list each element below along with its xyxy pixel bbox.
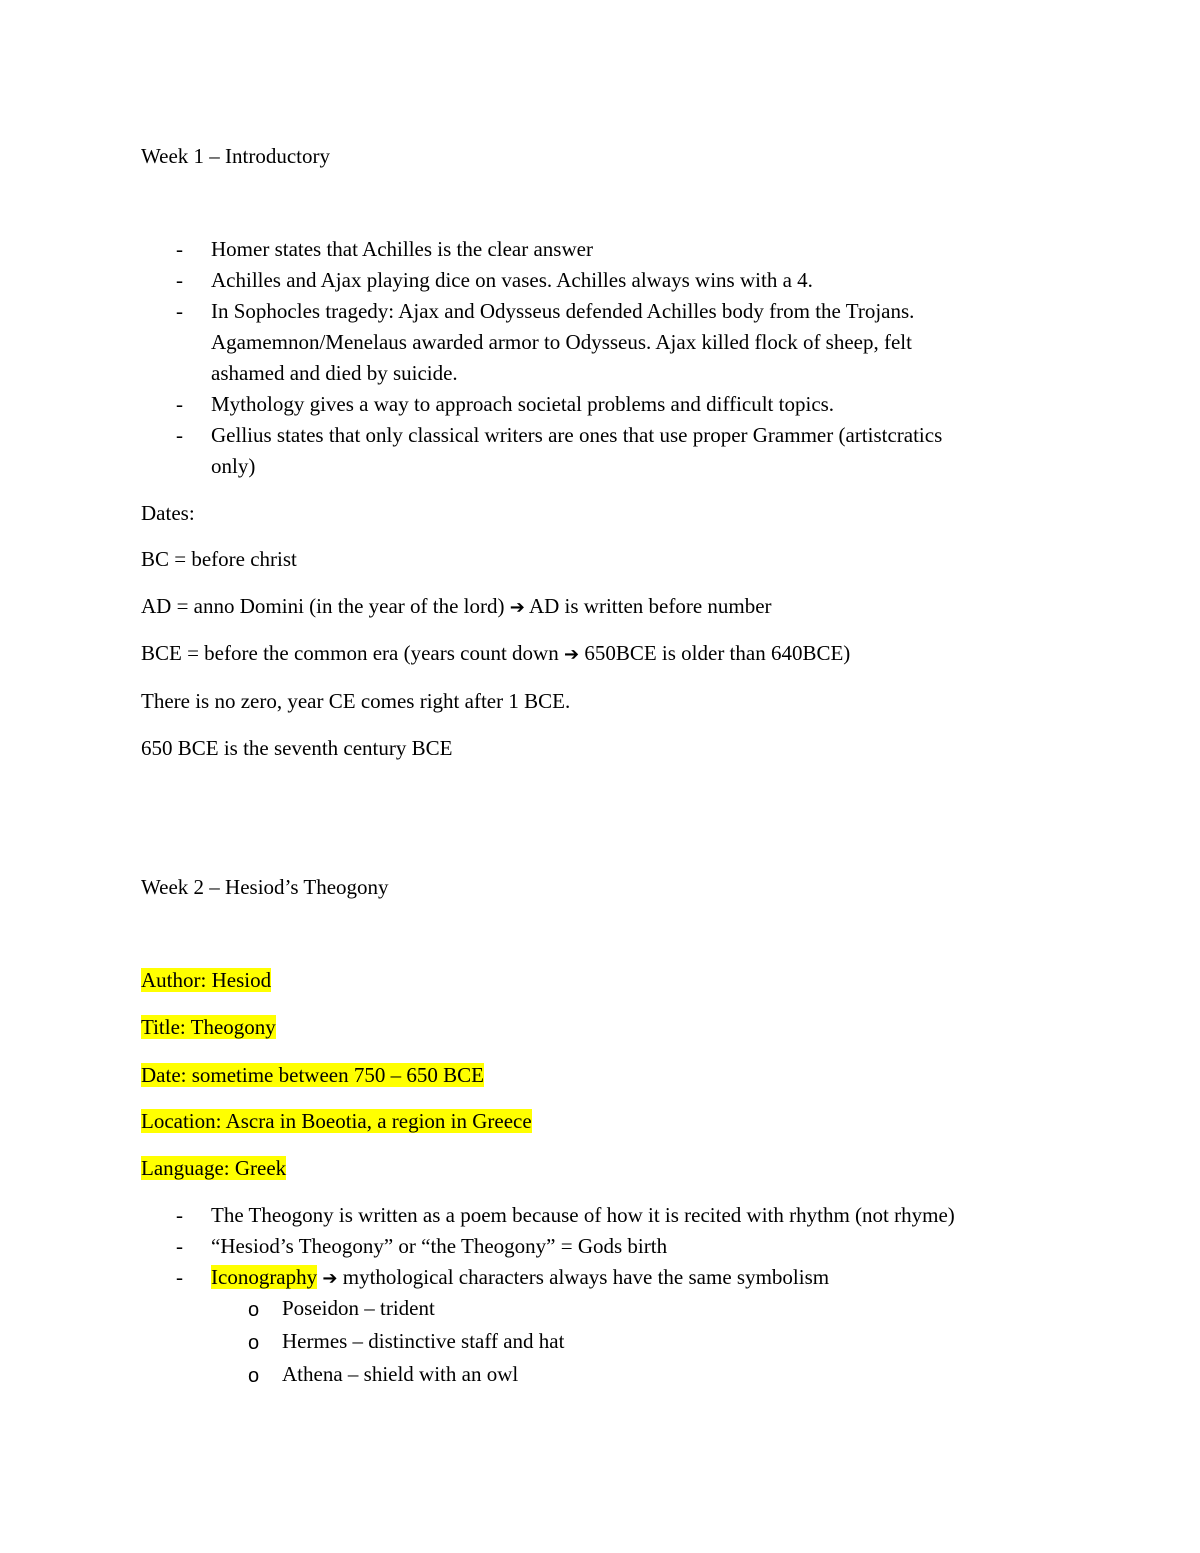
week2-heading: Week 2 – Hesiod’s Theogony xyxy=(141,875,389,899)
sub-item-athena: Athena – shield with an owl xyxy=(282,1362,519,1386)
bullet-marker: - xyxy=(176,1203,183,1227)
date-highlight: Date: sometime between 750 – 650 BCE xyxy=(141,1063,484,1087)
week2-bullet-3 xyxy=(211,1267,829,1288)
right-arrow-icon: ➔ xyxy=(509,597,525,618)
week1-bullet-1: Homer states that Achilles is the clear answer xyxy=(211,237,593,261)
bullet-marker: - xyxy=(176,392,183,416)
week1-bullet-5-cont: only) xyxy=(211,454,256,478)
ad-definition-note: AD is written before number xyxy=(528,594,772,618)
bce-definition-note: 650BCE is older than 640BCE) xyxy=(584,641,851,665)
title-line xyxy=(141,1017,276,1038)
sub-bullet-marker: o xyxy=(248,1332,260,1354)
location-line xyxy=(141,1111,532,1132)
iconography-highlight: Iconography xyxy=(211,1265,318,1289)
sub-item-poseidon: Poseidon – trident xyxy=(282,1296,435,1320)
week1-bullet-5: Gellius states that only classical writers are ones that use proper Grammer (artistcratics xyxy=(211,423,943,447)
bullet-marker: - xyxy=(176,1265,183,1289)
bullet-marker: - xyxy=(176,268,183,292)
ad-definition xyxy=(141,596,772,617)
bullet-marker: - xyxy=(176,423,183,447)
week1-bullet-2: Achilles and Ajax playing dice on vases. Achilles always wins with a 4. xyxy=(211,268,813,292)
week1-bullet-3-cont2: ashamed and died by suicide. xyxy=(211,361,458,385)
week1-bullet-4: Mythology gives a way to approach societal problems and difficult topics. xyxy=(211,392,835,416)
week1-bullet-3-cont: Agamemnon/Menelaus awarded armor to Odysseus. Ajax killed flock of sheep, felt xyxy=(211,330,912,354)
right-arrow-icon: ➔ xyxy=(563,644,580,665)
week1-heading: Week 1 – Introductory xyxy=(141,144,330,168)
iconography-text: mythological characters always have the same symbolism xyxy=(342,1265,830,1289)
week2-bullet-2: “Hesiod’s Theogony” or “the Theogony” = Gods birth xyxy=(211,1234,668,1258)
author-line xyxy=(141,970,271,991)
no-zero-note: There is no zero, year CE comes right after 1 BCE. xyxy=(141,689,571,713)
bullet-marker: - xyxy=(176,237,183,261)
language-line xyxy=(141,1158,286,1179)
right-arrow-icon: ➔ xyxy=(322,1268,338,1289)
date-line xyxy=(141,1065,484,1086)
week2-bullet-1: The Theogony is written as a poem because of how it is recited with rhythm (not rhyme) xyxy=(211,1203,955,1227)
sub-item-hermes: Hermes – distinctive staff and hat xyxy=(282,1329,565,1353)
bce-definition xyxy=(141,643,850,664)
bce-definition-text: BCE = before the common era (years count down xyxy=(141,641,559,665)
ad-definition-text: AD = anno Domini (in the year of the lord) xyxy=(141,594,505,618)
location-highlight: Location: Ascra in Boeotia, a region in Greece xyxy=(141,1109,532,1133)
sub-bullet-marker: o xyxy=(248,1299,260,1321)
title-highlight: Title: Theogony xyxy=(141,1015,276,1039)
dates-label: Dates: xyxy=(141,501,195,525)
bullet-marker: - xyxy=(176,299,183,323)
century-note: 650 BCE is the seventh century BCE xyxy=(141,736,453,760)
author-highlight: Author: Hesiod xyxy=(141,968,272,992)
week1-bullet-3: In Sophocles tragedy: Ajax and Odysseus defended Achilles body from the Trojans. xyxy=(211,299,915,323)
bc-definition: BC = before christ xyxy=(141,547,297,571)
language-highlight: Language: Greek xyxy=(141,1156,287,1180)
bullet-marker: - xyxy=(176,1234,183,1258)
sub-bullet-marker: o xyxy=(248,1365,260,1387)
